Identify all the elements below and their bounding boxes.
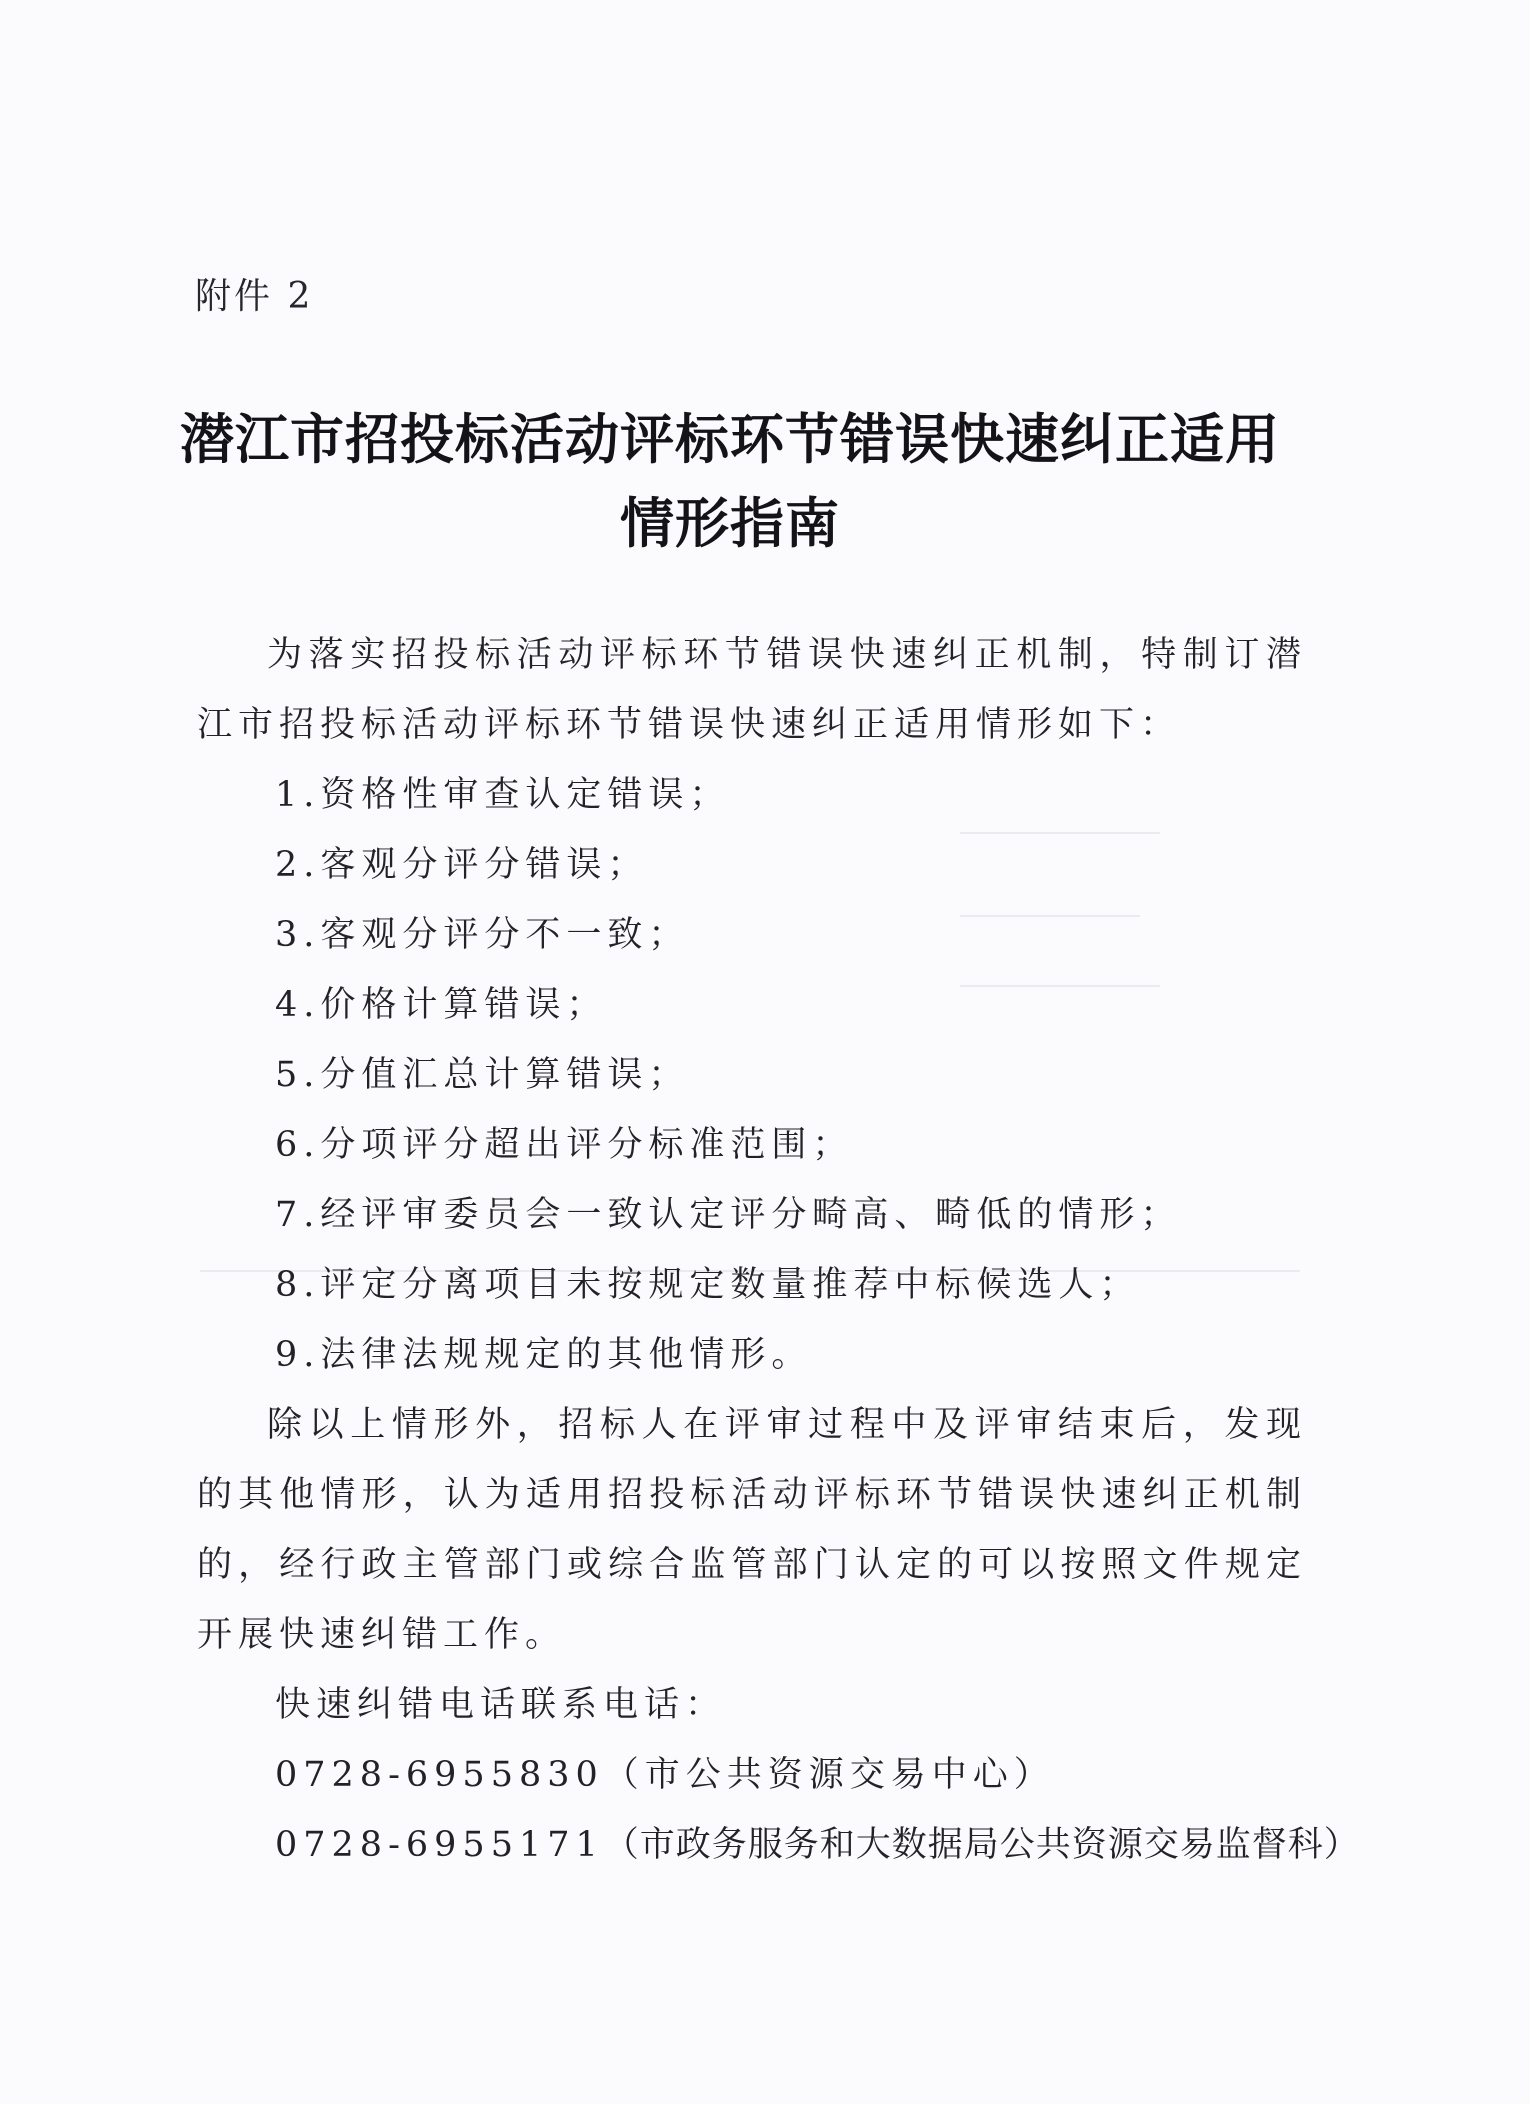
- list-item: 7.经评审委员会一致认定评分畸高、畸低的情形；: [275, 1195, 1182, 1235]
- page-title: [150, 398, 1310, 566]
- list-item: 3.客观分评分不一致；: [275, 915, 690, 955]
- list-item: 9.法律法规规定的其他情形。: [275, 1335, 813, 1375]
- contact-line: [197, 1810, 1360, 1880]
- list-item: 8.评定分离项目未按规定数量推荐中标候选人；: [275, 1265, 1141, 1305]
- title-line-1: 潜江市招投标活动评标环节错误快速纠正适用: [180, 408, 1280, 471]
- contact-org: （市政务服务和大数据局公共资源交易监督科）: [603, 1825, 1360, 1865]
- contact-line: [197, 1740, 1307, 1810]
- list-item: 1.资格性审查认定错误；: [275, 775, 731, 815]
- list-item: 2.客观分评分错误；: [275, 845, 649, 885]
- contact-phone: 0728-6955171: [275, 1825, 604, 1865]
- attachment-label: 附件 2: [195, 276, 314, 317]
- list-item: 5.分值汇总计算错误；: [275, 1055, 690, 1095]
- document-body: [197, 620, 1360, 1880]
- contact-org: （市公共资源交易中心）: [603, 1755, 1055, 1795]
- list-item: 6.分项评分超出评分标准范围；: [275, 1125, 854, 1165]
- closing-paragraph: 除以上情形外，招标人在评审过程中及评审结束后，发现的其他情形，认为适用招投标活动评标环节错误快速纠正机制的，经行政主管部门或综合监管部门认定的可以按照文件规定开展快速纠错工作。: [197, 1405, 1307, 1655]
- intro-paragraph: 为落实招投标活动评标环节错误快速纠正机制，特制订潜江市招投标活动评标环节错误快速纠正适用情形如下：: [197, 635, 1307, 745]
- contact-phone: 0728-6955830: [275, 1755, 604, 1795]
- contact-heading: 快速纠错电话联系电话：: [275, 1685, 727, 1725]
- list-item: 4.价格计算错误；: [275, 985, 608, 1025]
- title-line-2: 情形指南: [620, 492, 840, 555]
